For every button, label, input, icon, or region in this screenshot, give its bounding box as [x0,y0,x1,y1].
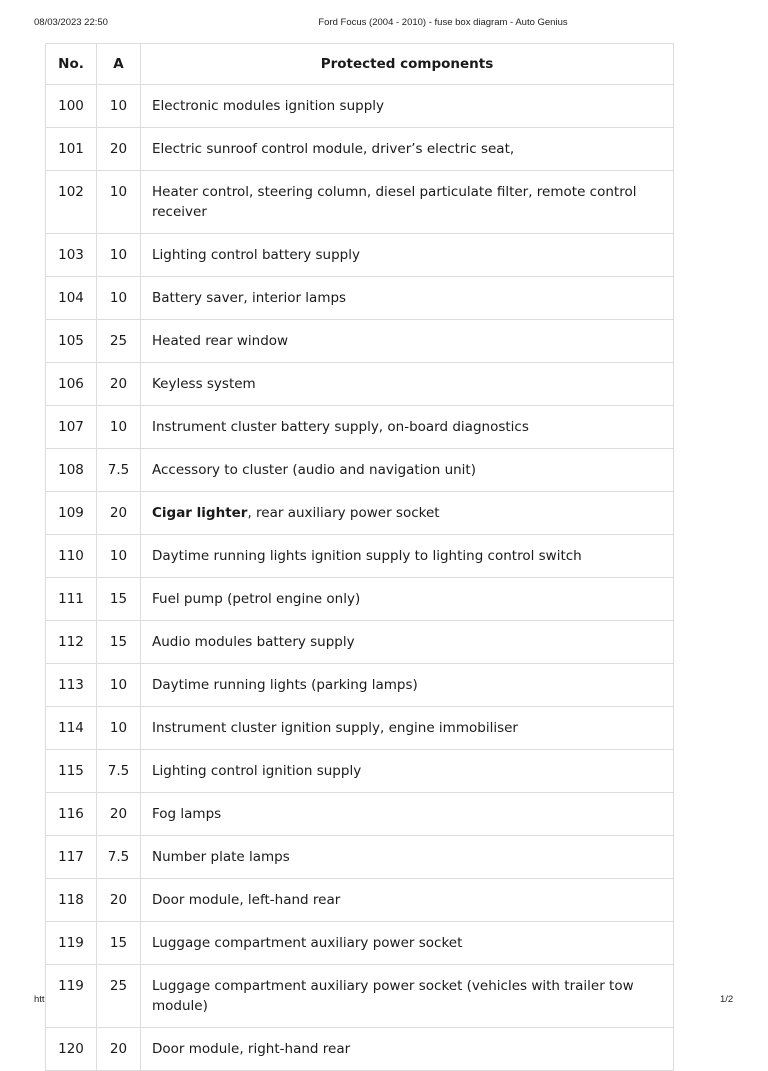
fuse-number: 119 [46,922,97,965]
page-number: 1/2 [720,994,734,1005]
fuse-amperage: 10 [97,535,141,578]
protected-components: Heater control, steering column, diesel particulate filter, remote control receiver [141,171,674,234]
table-row [46,965,674,1028]
fuse-number: 110 [46,535,97,578]
fuse-amperage: 7.5 [97,449,141,492]
fuse-number: 112 [46,621,97,664]
table-row [46,922,674,965]
protected-components: Luggage compartment auxiliary power socket [141,922,674,965]
print-date: 08/03/2023 22:50 [34,17,108,28]
fuse-number: 107 [46,406,97,449]
fuse-number: 115 [46,750,97,793]
protected-components: Battery saver, interior lamps [141,277,674,320]
protected-components: Accessory to cluster (audio and navigation unit) [141,449,674,492]
protected-components: Fog lamps [141,793,674,836]
table-row [46,406,674,449]
fuse-amperage: 20 [97,363,141,406]
fuse-amperage: 20 [97,128,141,171]
table-row [46,320,674,363]
table-row [46,750,674,793]
column-header-amp: A [97,44,141,85]
table-row [46,535,674,578]
table-row [46,664,674,707]
fuse-amperage: 10 [97,406,141,449]
fuse-amperage: 20 [97,492,141,535]
table-row [46,234,674,277]
fuse-number: 108 [46,449,97,492]
protected-components: Luggage compartment auxiliary power socket (vehicles with trailer tow module) [141,965,674,1028]
fuse-amperage: 15 [97,922,141,965]
fuse-amperage: 25 [97,965,141,1028]
table-row [46,277,674,320]
protected-components: Lighting control ignition supply [141,750,674,793]
fuse-number: 117 [46,836,97,879]
fuse-amperage: 25 [97,320,141,363]
protected-components: Fuel pump (petrol engine only) [141,578,674,621]
fuse-amperage: 10 [97,234,141,277]
fuse-number: 109 [46,492,97,535]
fuse-amperage: 20 [97,793,141,836]
print-header [0,17,768,31]
fuse-number: 100 [46,85,97,128]
fuse-table-body [46,85,674,1071]
fuse-number: 103 [46,234,97,277]
footer-url: htt [34,994,45,1005]
fuse-table [45,43,674,1071]
fuse-amperage: 10 [97,171,141,234]
protected-components: Electronic modules ignition supply [141,85,674,128]
table-row [46,449,674,492]
table-row [46,492,674,535]
table-row [46,171,674,234]
fuse-amperage: 7.5 [97,750,141,793]
table-row [46,707,674,750]
table-header-row [46,44,674,85]
protected-components: Heated rear window [141,320,674,363]
protected-components: Keyless system [141,363,674,406]
fuse-amperage: 20 [97,879,141,922]
fuse-amperage: 10 [97,707,141,750]
fuse-number: 101 [46,128,97,171]
fuse-amperage: 20 [97,1028,141,1071]
fuse-number: 102 [46,171,97,234]
fuse-number: 113 [46,664,97,707]
fuse-amperage: 10 [97,664,141,707]
highlighted-component: Cigar lighter [152,505,248,521]
table-row [46,621,674,664]
table-row [46,128,674,171]
protected-components: Audio modules battery supply [141,621,674,664]
fuse-number: 106 [46,363,97,406]
table-row [46,1028,674,1071]
fuse-amperage: 15 [97,621,141,664]
fuse-number: 114 [46,707,97,750]
column-header-components: Protected components [141,44,674,85]
table-row [46,363,674,406]
fuse-number: 116 [46,793,97,836]
fuse-amperage: 10 [97,277,141,320]
protected-components: Electric sunroof control module, driver’s electric seat, [141,128,674,171]
table-row [46,793,674,836]
fuse-number: 105 [46,320,97,363]
component-text: , rear auxiliary power socket [247,505,440,521]
protected-components: Lighting control battery supply [141,234,674,277]
fuse-number: 104 [46,277,97,320]
table-row [46,85,674,128]
protected-components: Door module, right-hand rear [141,1028,674,1071]
document-title: Ford Focus (2004 - 2010) - fuse box diagram - Auto Genius [318,17,568,28]
fuse-amperage: 10 [97,85,141,128]
protected-components: Instrument cluster ignition supply, engine immobiliser [141,707,674,750]
fuse-number: 119 [46,965,97,1028]
table-row [46,836,674,879]
table-row [46,578,674,621]
protected-components: Instrument cluster battery supply, on-board diagnostics [141,406,674,449]
fuse-number: 111 [46,578,97,621]
fuse-number: 120 [46,1028,97,1071]
fuse-amperage: 15 [97,578,141,621]
protected-components: Door module, left-hand rear [141,879,674,922]
protected-components [141,492,674,535]
protected-components: Daytime running lights ignition supply to lighting control switch [141,535,674,578]
column-header-no: No. [46,44,97,85]
protected-components: Daytime running lights (parking lamps) [141,664,674,707]
protected-components: Number plate lamps [141,836,674,879]
fuse-amperage: 7.5 [97,836,141,879]
table-row [46,879,674,922]
fuse-number: 118 [46,879,97,922]
